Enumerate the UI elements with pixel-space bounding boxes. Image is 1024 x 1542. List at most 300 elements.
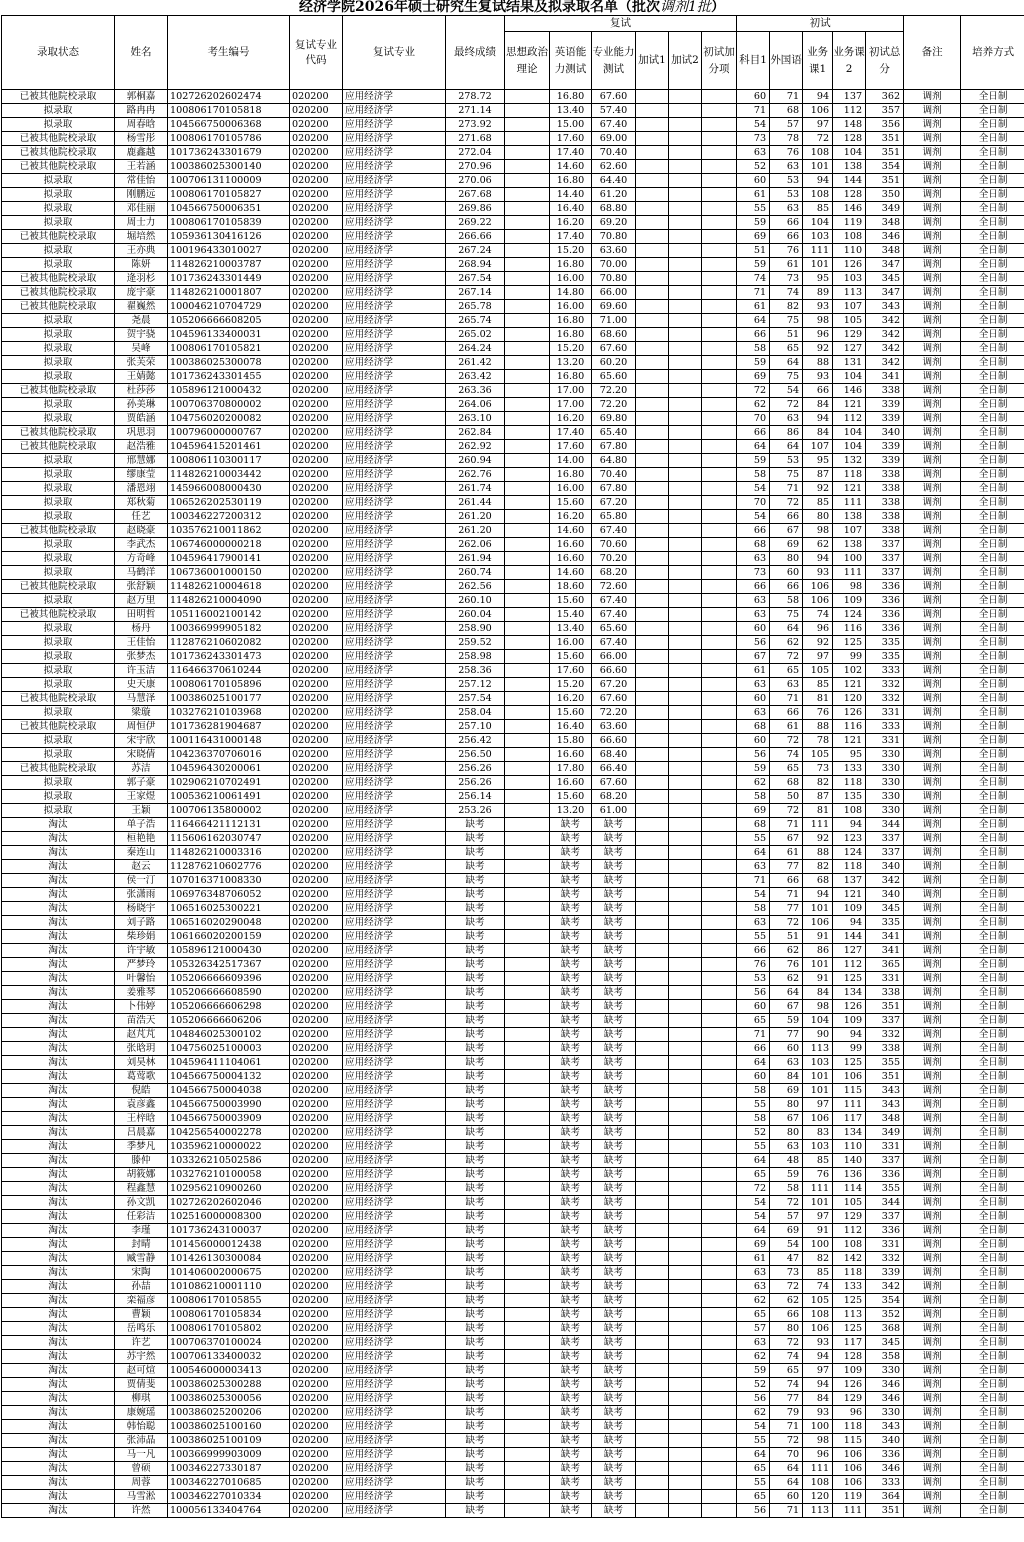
politics-cell: [505, 202, 550, 216]
remark-cell: 调剂: [904, 370, 961, 384]
extra1-cell: [636, 496, 669, 510]
politics-cell: [505, 1294, 550, 1308]
table-row: [2, 328, 1024, 342]
subject1-cell: 56: [737, 986, 770, 1000]
final-score-cell: 268.94: [446, 258, 505, 272]
foreign-lang-cell: 80: [770, 1322, 803, 1336]
major-code-cell: 020200: [290, 524, 343, 538]
bonus-cell: [702, 972, 737, 986]
bonus-cell: [702, 1364, 737, 1378]
exam-id-cell: 104236370706016: [168, 748, 290, 762]
final-score-cell: 264.06: [446, 398, 505, 412]
remark-cell: 调剂: [904, 1364, 961, 1378]
politics-cell: [505, 888, 550, 902]
foreign-lang-cell: 76: [770, 958, 803, 972]
professional-cell: 缺考: [592, 986, 636, 1000]
major-code-cell: 020200: [290, 90, 343, 104]
bonus-cell: [702, 1210, 737, 1224]
final-score-cell: 256.26: [446, 762, 505, 776]
study-mode-cell: 全日制: [961, 594, 1024, 608]
bonus-cell: [702, 804, 737, 818]
name-cell: 郑秋菊: [115, 496, 168, 510]
prelim-total-cell: 331: [866, 1140, 904, 1154]
major-code-cell: 020200: [290, 1056, 343, 1070]
major-cell: 应用经济学: [343, 1308, 446, 1322]
extra1-cell: [636, 1364, 669, 1378]
final-score-cell: 267.68: [446, 188, 505, 202]
extra2-cell: [669, 944, 702, 958]
bonus-cell: [702, 300, 737, 314]
english-cell: 缺考: [550, 818, 592, 832]
course2-cell: 110: [833, 244, 866, 258]
study-mode-cell: 全日制: [961, 216, 1024, 230]
major-code-cell: 020200: [290, 160, 343, 174]
major-code-cell: 020200: [290, 958, 343, 972]
final-score-cell: 缺考: [446, 930, 505, 944]
course1-cell: 88: [803, 846, 833, 860]
status-cell: 淘汰: [2, 986, 115, 1000]
course2-cell: 138: [833, 160, 866, 174]
major-cell: 应用经济学: [343, 1266, 446, 1280]
name-cell: 秦连山: [115, 846, 168, 860]
name-cell: 杜莎莎: [115, 384, 168, 398]
status-cell: 淘汰: [2, 1000, 115, 1014]
course1-cell: 93: [803, 1336, 833, 1350]
extra2-cell: [669, 426, 702, 440]
table-row: [2, 1084, 1024, 1098]
course1-cell: 76: [803, 1168, 833, 1182]
bonus-cell: [702, 986, 737, 1000]
course1-cell: 82: [803, 860, 833, 874]
remark-cell: 调剂: [904, 1224, 961, 1238]
study-mode-cell: 全日制: [961, 1140, 1024, 1154]
course2-cell: 129: [833, 1392, 866, 1406]
study-mode-cell: 全日制: [961, 1238, 1024, 1252]
course1-cell: 120: [803, 1490, 833, 1504]
remark-cell: 调剂: [904, 1112, 961, 1126]
status-cell: 拟录取: [2, 594, 115, 608]
exam-id-cell: 105206666609396: [168, 972, 290, 986]
english-cell: 缺考: [550, 916, 592, 930]
extra1-cell: [636, 482, 669, 496]
exam-id-cell: 100386025300288: [168, 1378, 290, 1392]
bonus-cell: [702, 538, 737, 552]
professional-cell: 缺考: [592, 958, 636, 972]
course1-cell: 92: [803, 342, 833, 356]
table-row: [2, 1112, 1024, 1126]
remark-cell: 调剂: [904, 860, 961, 874]
table-row: [2, 104, 1024, 118]
extra2-cell: [669, 1462, 702, 1476]
prelim-total-cell: 338: [866, 986, 904, 1000]
extra2-cell: [669, 1504, 702, 1518]
subject1-cell: 63: [737, 916, 770, 930]
major-code-cell: 020200: [290, 608, 343, 622]
final-score-cell: 缺考: [446, 1112, 505, 1126]
bonus-cell: [702, 846, 737, 860]
english-cell: 缺考: [550, 986, 592, 1000]
table-row: [2, 244, 1024, 258]
major-cell: 应用经济学: [343, 1182, 446, 1196]
major-code-cell: 020200: [290, 1392, 343, 1406]
english-cell: 缺考: [550, 1364, 592, 1378]
final-score-cell: 缺考: [446, 902, 505, 916]
extra2-cell: [669, 440, 702, 454]
professional-cell: 缺考: [592, 1084, 636, 1098]
remark-cell: 调剂: [904, 1434, 961, 1448]
major-code-cell: 020200: [290, 496, 343, 510]
major-code-cell: 020200: [290, 174, 343, 188]
subject1-cell: 60: [737, 622, 770, 636]
bonus-cell: [702, 1490, 737, 1504]
extra1-cell: [636, 1266, 669, 1280]
table-row: [2, 1280, 1024, 1294]
remark-cell: 调剂: [904, 328, 961, 342]
final-score-cell: 缺考: [446, 1434, 505, 1448]
extra1-cell: [636, 1322, 669, 1336]
english-cell: 缺考: [550, 1056, 592, 1070]
bonus-cell: [702, 608, 737, 622]
remark-cell: 调剂: [904, 524, 961, 538]
prelim-total-cell: 341: [866, 930, 904, 944]
politics-cell: [505, 1098, 550, 1112]
prelim-total-cell: 351: [866, 1504, 904, 1518]
foreign-lang-cell: 72: [770, 496, 803, 510]
table-row: [2, 1196, 1024, 1210]
study-mode-cell: 全日制: [961, 552, 1024, 566]
name-cell: 杨晓宇: [115, 902, 168, 916]
bonus-cell: [702, 860, 737, 874]
prelim-total-cell: 350: [866, 188, 904, 202]
status-cell: 淘汰: [2, 860, 115, 874]
study-mode-cell: 全日制: [961, 608, 1024, 622]
course1-cell: 95: [803, 454, 833, 468]
name-cell: 赵浩雅: [115, 440, 168, 454]
english-cell: 缺考: [550, 1252, 592, 1266]
course2-cell: 125: [833, 1322, 866, 1336]
professional-cell: 70.80: [592, 272, 636, 286]
foreign-lang-cell: 76: [770, 244, 803, 258]
name-cell: 庞宇豪: [115, 286, 168, 300]
name-cell: 季梦凡: [115, 1140, 168, 1154]
professional-cell: 70.60: [592, 538, 636, 552]
remark-cell: 调剂: [904, 594, 961, 608]
name-cell: 史天康: [115, 678, 168, 692]
remark-cell: 调剂: [904, 888, 961, 902]
english-cell: 15.20: [550, 244, 592, 258]
major-code-cell: 020200: [290, 1336, 343, 1350]
extra2-cell: [669, 496, 702, 510]
header-cell: 专业能力测试: [592, 32, 636, 90]
final-score-cell: 缺考: [446, 860, 505, 874]
exam-id-cell: 100806170105786: [168, 132, 290, 146]
prelim-total-cell: 351: [866, 1000, 904, 1014]
bonus-cell: [702, 1294, 737, 1308]
table-row: [2, 1378, 1024, 1392]
status-cell: 已被其他院校录取: [2, 692, 115, 706]
course2-cell: 121: [833, 678, 866, 692]
foreign-lang-cell: 79: [770, 1406, 803, 1420]
professional-cell: 62.60: [592, 160, 636, 174]
politics-cell: [505, 1322, 550, 1336]
prelim-total-cell: 346: [866, 1462, 904, 1476]
foreign-lang-cell: 61: [770, 846, 803, 860]
subject1-cell: 57: [737, 1322, 770, 1336]
prelim-total-cell: 343: [866, 1084, 904, 1098]
remark-cell: 调剂: [904, 90, 961, 104]
bonus-cell: [702, 930, 737, 944]
bonus-cell: [702, 524, 737, 538]
table-row: [2, 902, 1024, 916]
name-cell: 周蓉: [115, 1476, 168, 1490]
extra2-cell: [669, 804, 702, 818]
course2-cell: 108: [833, 804, 866, 818]
final-score-cell: 缺考: [446, 888, 505, 902]
politics-cell: [505, 342, 550, 356]
politics-cell: [505, 412, 550, 426]
major-code-cell: 020200: [290, 370, 343, 384]
bonus-cell: [702, 1168, 737, 1182]
exam-id-cell: 104256540002278: [168, 1126, 290, 1140]
extra1-cell: [636, 118, 669, 132]
course1-cell: 93: [803, 566, 833, 580]
table-row: [2, 706, 1024, 720]
study-mode-cell: 全日制: [961, 1056, 1024, 1070]
english-cell: 缺考: [550, 1098, 592, 1112]
english-cell: 17.80: [550, 762, 592, 776]
name-cell: 潘恩翊: [115, 482, 168, 496]
foreign-lang-cell: 72: [770, 804, 803, 818]
study-mode-cell: 全日制: [961, 1322, 1024, 1336]
course1-cell: 84: [803, 986, 833, 1000]
remark-cell: 调剂: [904, 1182, 961, 1196]
major-cell: 应用经济学: [343, 328, 446, 342]
remark-cell: 调剂: [904, 818, 961, 832]
foreign-lang-cell: 80: [770, 1126, 803, 1140]
study-mode-cell: 全日制: [961, 342, 1024, 356]
extra1-cell: [636, 272, 669, 286]
foreign-lang-cell: 66: [770, 510, 803, 524]
english-cell: 缺考: [550, 1140, 592, 1154]
remark-cell: 调剂: [904, 580, 961, 594]
prelim-total-cell: 337: [866, 832, 904, 846]
professional-cell: 缺考: [592, 1042, 636, 1056]
foreign-lang-cell: 67: [770, 1000, 803, 1014]
final-score-cell: 267.24: [446, 244, 505, 258]
bonus-cell: [702, 1056, 737, 1070]
extra1-cell: [636, 790, 669, 804]
foreign-lang-cell: 69: [770, 538, 803, 552]
prelim-total-cell: 345: [866, 272, 904, 286]
extra1-cell: [636, 1028, 669, 1042]
extra1-cell: [636, 104, 669, 118]
course1-cell: 83: [803, 1126, 833, 1140]
major-code-cell: 020200: [290, 986, 343, 1000]
prelim-total-cell: 346: [866, 1392, 904, 1406]
course1-cell: 113: [803, 1042, 833, 1056]
status-cell: 淘汰: [2, 874, 115, 888]
foreign-lang-cell: 71: [770, 692, 803, 706]
major-code-cell: 020200: [290, 566, 343, 580]
name-cell: 王佳怡: [115, 636, 168, 650]
professional-cell: 缺考: [592, 1434, 636, 1448]
final-score-cell: 256.50: [446, 748, 505, 762]
professional-cell: 66.00: [592, 286, 636, 300]
study-mode-cell: 全日制: [961, 1280, 1024, 1294]
prelim-total-cell: 337: [866, 566, 904, 580]
final-score-cell: 271.68: [446, 132, 505, 146]
prelim-total-cell: 339: [866, 1266, 904, 1280]
table-row: [2, 622, 1024, 636]
politics-cell: [505, 160, 550, 174]
table-row: [2, 846, 1024, 860]
name-cell: 贾倩斐: [115, 1378, 168, 1392]
status-cell: 淘汰: [2, 1322, 115, 1336]
final-score-cell: 271.14: [446, 104, 505, 118]
status-cell: 已被其他院校录取: [2, 132, 115, 146]
foreign-lang-cell: 75: [770, 468, 803, 482]
extra2-cell: [669, 398, 702, 412]
table-row: [2, 650, 1024, 664]
name-cell: 邢慧娜: [115, 454, 168, 468]
table-row: [2, 1252, 1024, 1266]
course2-cell: 107: [833, 300, 866, 314]
exam-id-cell: 100386025300056: [168, 1392, 290, 1406]
final-score-cell: 缺考: [446, 1028, 505, 1042]
course1-cell: 111: [803, 1182, 833, 1196]
extra1-cell: [636, 1112, 669, 1126]
professional-cell: 65.60: [592, 370, 636, 384]
course2-cell: 112: [833, 958, 866, 972]
bonus-cell: [702, 216, 737, 230]
major-cell: 应用经济学: [343, 1336, 446, 1350]
remark-cell: 调剂: [904, 1070, 961, 1084]
study-mode-cell: 全日制: [961, 510, 1024, 524]
table-row: [2, 1392, 1024, 1406]
politics-cell: [505, 132, 550, 146]
major-code-cell: 020200: [290, 1294, 343, 1308]
subject1-cell: 55: [737, 202, 770, 216]
major-cell: 应用经济学: [343, 146, 446, 160]
study-mode-cell: 全日制: [961, 412, 1024, 426]
extra1-cell: [636, 1238, 669, 1252]
final-score-cell: 缺考: [446, 1238, 505, 1252]
bonus-cell: [702, 468, 737, 482]
final-score-cell: 265.02: [446, 328, 505, 342]
final-score-cell: 257.12: [446, 678, 505, 692]
politics-cell: [505, 1084, 550, 1098]
professional-cell: 70.00: [592, 258, 636, 272]
remark-cell: 调剂: [904, 1000, 961, 1014]
course1-cell: 62: [803, 538, 833, 552]
header-cell: 考生编号: [168, 16, 290, 90]
study-mode-cell: 全日制: [961, 370, 1024, 384]
final-score-cell: 260.04: [446, 608, 505, 622]
remark-cell: 调剂: [904, 1476, 961, 1490]
politics-cell: [505, 384, 550, 398]
extra1-cell: [636, 594, 669, 608]
study-mode-cell: 全日制: [961, 706, 1024, 720]
english-cell: 15.60: [550, 706, 592, 720]
foreign-lang-cell: 71: [770, 888, 803, 902]
course1-cell: 97: [803, 650, 833, 664]
bonus-cell: [702, 1280, 737, 1294]
remark-cell: 调剂: [904, 1196, 961, 1210]
exam-id-cell: 104566750004038: [168, 1084, 290, 1098]
extra2-cell: [669, 342, 702, 356]
extra1-cell: [636, 1000, 669, 1014]
course1-cell: 84: [803, 426, 833, 440]
study-mode-cell: 全日制: [961, 244, 1024, 258]
professional-cell: 缺考: [592, 888, 636, 902]
prelim-total-cell: 356: [866, 118, 904, 132]
group-header-retest: 复试: [505, 16, 737, 32]
study-mode-cell: 全日制: [961, 1420, 1024, 1434]
subject1-cell: 55: [737, 832, 770, 846]
final-score-cell: 缺考: [446, 1196, 505, 1210]
professional-cell: 67.20: [592, 678, 636, 692]
remark-cell: 调剂: [904, 1406, 961, 1420]
course1-cell: 89: [803, 286, 833, 300]
politics-cell: [505, 356, 550, 370]
exam-id-cell: 101426130300084: [168, 1252, 290, 1266]
extra1-cell: [636, 440, 669, 454]
professional-cell: 69.60: [592, 300, 636, 314]
course1-cell: 101: [803, 160, 833, 174]
extra1-cell: [636, 1462, 669, 1476]
course1-cell: 82: [803, 776, 833, 790]
english-cell: 16.00: [550, 482, 592, 496]
status-cell: 拟录取: [2, 734, 115, 748]
status-cell: 已被其他院校录取: [2, 90, 115, 104]
status-cell: 拟录取: [2, 258, 115, 272]
extra2-cell: [669, 846, 702, 860]
extra2-cell: [669, 958, 702, 972]
english-cell: 16.60: [550, 552, 592, 566]
exam-id-cell: 102726202602046: [168, 1196, 290, 1210]
study-mode-cell: 全日制: [961, 300, 1024, 314]
major-cell: 应用经济学: [343, 1350, 446, 1364]
major-code-cell: 020200: [290, 678, 343, 692]
extra2-cell: [669, 706, 702, 720]
major-code-cell: 020200: [290, 468, 343, 482]
course1-cell: 92: [803, 482, 833, 496]
subject1-cell: 71: [737, 286, 770, 300]
prelim-total-cell: 339: [866, 398, 904, 412]
subject1-cell: 68: [737, 720, 770, 734]
final-score-cell: 264.24: [446, 342, 505, 356]
subject1-cell: 59: [737, 258, 770, 272]
remark-cell: 调剂: [904, 398, 961, 412]
final-score-cell: 缺考: [446, 1308, 505, 1322]
study-mode-cell: 全日制: [961, 384, 1024, 398]
exam-id-cell: 104756020200082: [168, 412, 290, 426]
foreign-lang-cell: 62: [770, 944, 803, 958]
subject1-cell: 65: [737, 1168, 770, 1182]
english-cell: 16.80: [550, 258, 592, 272]
foreign-lang-cell: 74: [770, 1350, 803, 1364]
professional-cell: 72.20: [592, 384, 636, 398]
english-cell: 缺考: [550, 1224, 592, 1238]
extra2-cell: [669, 1280, 702, 1294]
major-cell: 应用经济学: [343, 272, 446, 286]
professional-cell: 缺考: [592, 916, 636, 930]
course2-cell: 100: [833, 552, 866, 566]
major-cell: 应用经济学: [343, 286, 446, 300]
foreign-lang-cell: 74: [770, 748, 803, 762]
subject1-cell: 61: [737, 1252, 770, 1266]
extra1-cell: [636, 1084, 669, 1098]
